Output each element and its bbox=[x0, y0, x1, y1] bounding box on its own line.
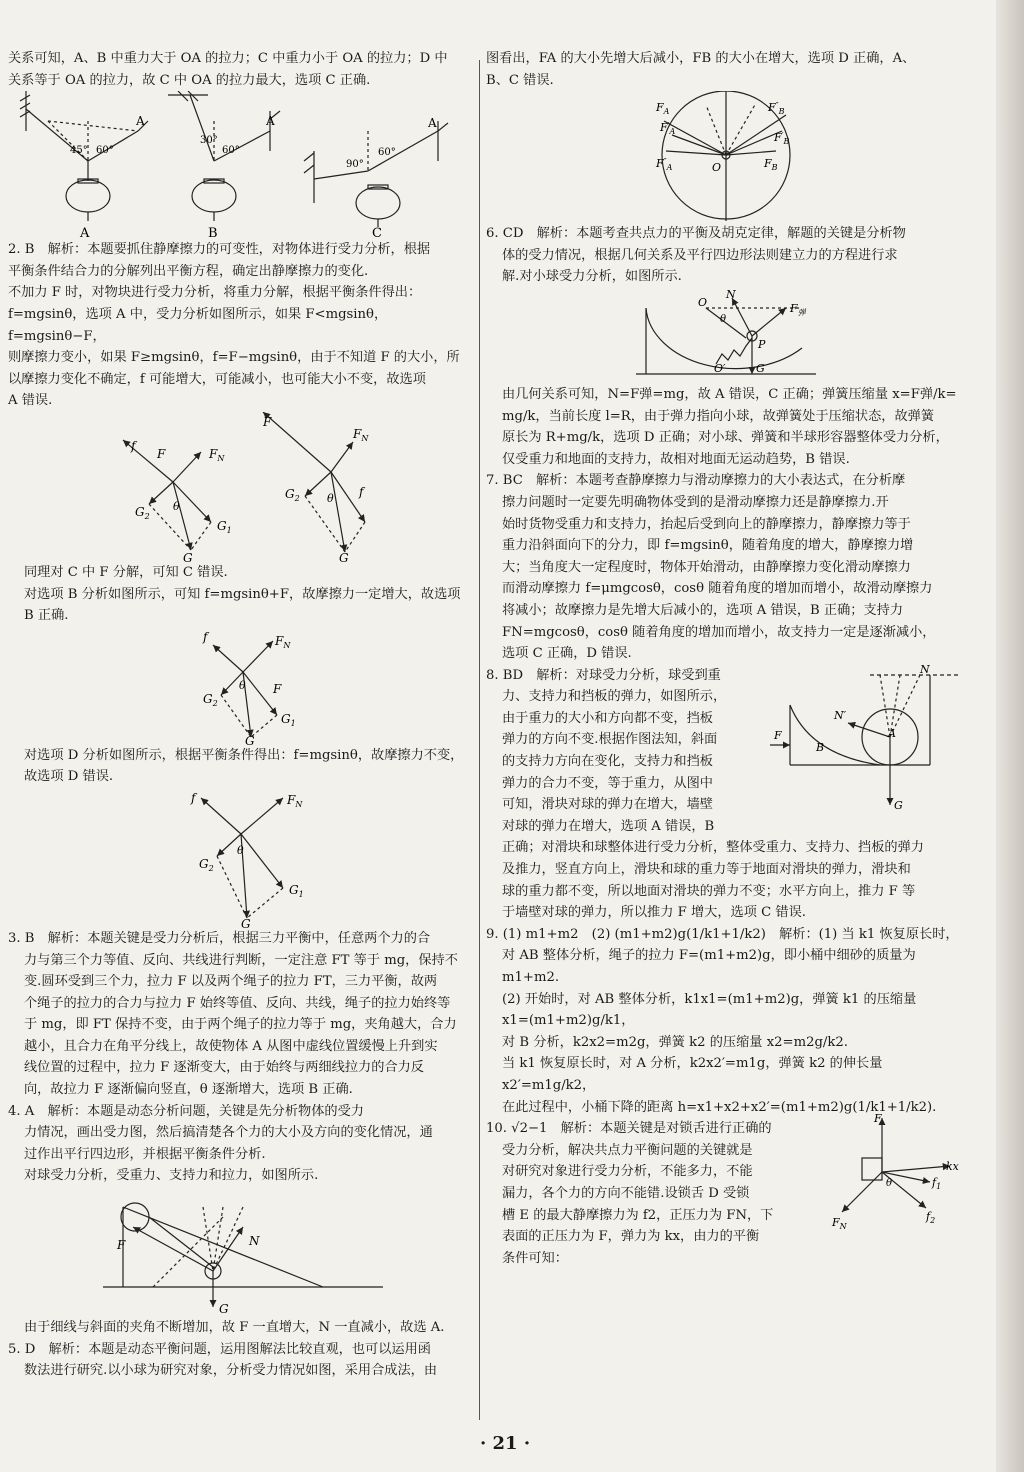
q3-line: 向，故拉力 F 逐渐偏向竖直，θ 逐渐增大，选项 B 正确. bbox=[24, 1082, 353, 1098]
page-edge bbox=[996, 0, 1024, 1472]
q2b-line: 同理对 C 中 F 分解，可知 C 错误. bbox=[24, 564, 228, 580]
force-label-F: F bbox=[117, 1238, 126, 1253]
lantern-point: A bbox=[428, 116, 437, 131]
q7-line: 7. BC 解析：本题考查静摩擦力与滑动摩擦力的大小表达式，在分析摩 bbox=[486, 473, 906, 489]
force-label-G: G bbox=[245, 733, 255, 745]
lantern-point: A bbox=[136, 114, 145, 129]
q2b-line: 对选项 B 分析如图所示，可知 f=mgsinθ+F，故摩擦力一定增大，故选项 bbox=[24, 586, 461, 602]
force-label-f: f bbox=[191, 790, 196, 805]
label-N-prime: N′ bbox=[834, 708, 847, 722]
force-label-f: f bbox=[203, 629, 208, 644]
force-label-F: F bbox=[157, 446, 166, 461]
label-f2: $f_2$ bbox=[926, 1210, 936, 1226]
q8-line: 弹力的方向不变.根据作图法知，斜面 bbox=[502, 732, 718, 748]
q5b-line: B、C 错误. bbox=[486, 72, 554, 88]
q8-line: 可知，滑块对球的弹力在增大，墙壁 bbox=[502, 797, 713, 813]
lantern-angle: 60° bbox=[222, 145, 240, 157]
intro-line: 关系等于 OA 的拉力，故 C 中 OA 的拉力最大，选项 C 正确. bbox=[8, 72, 371, 88]
label-P: P bbox=[758, 337, 766, 351]
force-label-G1: $G_1$ bbox=[217, 518, 232, 535]
label-F: F bbox=[774, 728, 782, 742]
q9-line: 对 B 分析，k2x2=m2g，弹簧 k2 的压缩量 x2=m2g/k2. bbox=[502, 1034, 848, 1050]
lantern-label-a: A bbox=[80, 226, 90, 240]
q3-line: 个绳子的拉力的合力与拉力 F 始终等值、反向、共线，绳子的拉力始终等 bbox=[24, 995, 451, 1011]
lantern-angle: 45° bbox=[70, 145, 88, 157]
label-B: B bbox=[816, 740, 825, 754]
q3-line: 线位置的过程中，拉力 F 逐渐变大，由于始终与两细线拉力的合力反 bbox=[24, 1060, 424, 1076]
q2-force-diagram-b bbox=[143, 627, 343, 745]
q7-line: 选项 C 正确，D 错误. bbox=[502, 646, 632, 662]
q8-line: 力、支持力和挡板的弹力，如图所示， bbox=[502, 689, 727, 705]
force-label-f: f bbox=[359, 484, 364, 499]
q2c-line: 对选项 D 分析如图所示，根据平衡条件得出：f=mgsinθ，故摩擦力不变， bbox=[24, 747, 464, 763]
q10-line: 受力分析，解决共点力平衡问题的关键就是 bbox=[502, 1142, 753, 1158]
label-theta: θ bbox=[886, 1178, 893, 1190]
q8-block bbox=[486, 665, 966, 838]
force-label-FN: $F_N$ bbox=[275, 633, 291, 650]
theta-label: θ bbox=[237, 843, 244, 857]
q8-line: 由于重力的大小和方向都不变，挡板 bbox=[502, 710, 713, 726]
q8-line: 弹力的合力不变，等于重力，从图中 bbox=[502, 775, 713, 791]
q9-line: 当 k1 恢复原长时，对 A 分析，k2x2′=m1g，弹簧 k2 的伸长量 x2′=m1g/k2， bbox=[502, 1056, 883, 1093]
q8b-line: 球的重力都不变，所以地面对滑块的弹力不变；水平方向上，推力 F 等 bbox=[502, 883, 916, 899]
q9-line: 对 AB 整体分析，绳子的拉力 F=(m1+m2)g，即小桶中细砂的质量为 bbox=[502, 948, 916, 964]
q9-line: 在此过程中，小桶下降的距离 h=x1+x2+x2′=(m1+m2)g(1/k1+1/k2). bbox=[502, 1099, 937, 1115]
q6-line: 解.对小球受力分析，如图所示. bbox=[502, 269, 682, 285]
label-FN: $F_N$ bbox=[832, 1216, 847, 1232]
force-label-G1: $G_1$ bbox=[281, 711, 296, 728]
force-label-G1: $G_1$ bbox=[289, 882, 304, 899]
left-column bbox=[8, 48, 478, 1382]
q6b-line: 仅受重力和地面的支持力，故相对地面无运动趋势，B 错误. bbox=[502, 451, 850, 467]
label-N: N bbox=[920, 664, 930, 676]
q6-bowl-figure bbox=[626, 288, 826, 384]
q9-line: x1=(m1+m2)g/k1， bbox=[502, 1013, 635, 1029]
q5-line: 数法进行研究.以小球为研究对象，分析受力情况如图，采用合成法，由 bbox=[24, 1363, 438, 1379]
force-label-FN: $F_N$ bbox=[287, 792, 303, 809]
label-FA-prime: $F'_A$ bbox=[660, 121, 676, 137]
right-column bbox=[486, 48, 966, 1269]
q2-line: 不加力 F 时，对物块进行受力分析，将重力分解，根据平衡条件得出： bbox=[8, 285, 422, 301]
label-theta: θ bbox=[720, 313, 727, 325]
q8b-line: 及推力，竖直方向上，滑块和球的重力等于地面对滑块的弹力，滑块和 bbox=[502, 862, 911, 878]
q7-line: 始时货物受重力和支持力，抬起后受到向上的静摩擦力，静摩擦力等于 bbox=[502, 516, 911, 532]
q3-line: 力与第三个力等值、反向、共线进行判断，一定注意 FT 等于 mg，保持不 bbox=[24, 952, 458, 968]
force-label-f: f bbox=[131, 438, 136, 453]
q2-line: A 错误. bbox=[8, 393, 53, 409]
q10-line: 对研究对象进行受力分析，不能多力，不能 bbox=[502, 1164, 753, 1180]
label-G: G bbox=[756, 361, 765, 375]
q7-line: 将减小；故摩擦力是先增大后减小的，选项 A 错误，B 正确；支持力 bbox=[502, 602, 904, 618]
q8-line: 的支持力方向在变化，支持力和挡板 bbox=[502, 754, 713, 770]
q3-line: 3. B 解析：本题关键是受力分析后，根据三力平衡中，任意两个力的合 bbox=[8, 930, 431, 946]
label-N: N bbox=[726, 287, 736, 301]
q10-line: 漏力，各个力的方向不能错.设锁舌 D 受锁 bbox=[502, 1185, 750, 1201]
force-label-G2: $G_2$ bbox=[199, 856, 214, 873]
theta-label: θ bbox=[327, 491, 334, 505]
q5b-line: 图看出，FA 的大小先增大后减小，FB 的大小在增大，选项 D 正确，A、 bbox=[486, 51, 916, 66]
force-label-N: N bbox=[249, 1234, 260, 1249]
q10-lock-figure bbox=[822, 1112, 962, 1232]
theta-label: θ bbox=[239, 678, 246, 692]
lantern-label-b: B bbox=[208, 226, 218, 240]
column-divider bbox=[479, 60, 480, 1420]
q2b-line: B 正确. bbox=[24, 608, 69, 624]
force-label-F: F bbox=[273, 681, 282, 696]
q10-line: 槽 E 的最大静摩擦力为 f2，正压力为 FN，下 bbox=[502, 1207, 774, 1223]
q7-line: FN=mgcosθ，cosθ 随着角度的增加而增小，故支持力一定是逐渐减小， bbox=[502, 624, 936, 640]
q4-line: 4. A 解析：本题是动态分析问题，关键是先分析物体的受力 bbox=[8, 1103, 364, 1119]
label-A: A bbox=[888, 726, 896, 740]
force-label-G: G bbox=[219, 1302, 229, 1317]
q8-wedge-figure bbox=[770, 665, 960, 815]
q2-line: 平衡条件结合力的分解列出平衡方程，确定出静摩擦力的变化. bbox=[8, 263, 369, 279]
q2-force-diagram-d bbox=[133, 788, 353, 928]
q5-line: 5. D 解析：本题是动态平衡问题，运用图解法比较直观，也可以运用函 bbox=[8, 1341, 431, 1357]
lantern-angle: 60° bbox=[378, 147, 396, 159]
q8-line: 8. BD 解析：对球受力分析，球受到重 bbox=[486, 667, 721, 683]
q6-line: 体的受力情况，根据几何关系及平行四边形法则建立力的方程进行求 bbox=[502, 247, 898, 263]
q7-line: 重力沿斜面向下的分力，即 f=mgsinθ，随着角度的增大，静摩擦力增 bbox=[502, 538, 914, 554]
q8b-line: 于墙壁对球的弹力，所以推力 F 增大，选项 C 错误. bbox=[502, 905, 806, 921]
q4-line: 对球受力分析，受重力、支持力和拉力，如图所示. bbox=[24, 1168, 319, 1184]
q3-line: 变.圆环受到三个力，拉力 F 以及两个绳子的拉力 FT，三力平衡，故两 bbox=[24, 974, 438, 990]
force-label-G2: $G_2$ bbox=[203, 691, 218, 708]
label-O-prime: O′ bbox=[714, 361, 726, 375]
q3-line: 越小，且合力在角平分线上，故使物体 A 从图中虚线位置缓慢上升到实 bbox=[24, 1038, 438, 1054]
force-label-FN: $F_N$ bbox=[353, 426, 369, 443]
theta-label: θ bbox=[173, 499, 180, 513]
q8-line: 对球的弹力在增大，选项 A 错误，B bbox=[502, 818, 715, 834]
q6b-line: mg/k，当前长度 l=R，由于弹力指向小球，故弹簧处于压缩状态，故弹簧 bbox=[502, 408, 935, 424]
force-label-G: G bbox=[339, 550, 349, 562]
lantern-angle: 30° bbox=[200, 135, 218, 147]
force-label-G: G bbox=[183, 550, 193, 562]
q9-line: m1+m2. bbox=[502, 970, 560, 985]
q10-line: 表面的正压力为 F，弹力为 kx，由力的平衡 bbox=[502, 1229, 760, 1245]
label-kx: kx bbox=[946, 1160, 959, 1174]
label-F-spring: $F_弹$ bbox=[790, 301, 806, 317]
force-label-G2: $G_2$ bbox=[135, 504, 150, 521]
label-FB: $F_B$ bbox=[764, 157, 778, 173]
q2c-line: 故选项 D 错误. bbox=[24, 769, 114, 785]
q9-line: 9. (1) m1+m2 (2) (m1+m2)g(1/k1+1/k2) 解析：(1) 当 k1 恢复原长时， bbox=[486, 926, 959, 942]
force-label-G2: $G_2$ bbox=[285, 486, 300, 503]
label-O: O bbox=[712, 161, 722, 175]
q4-line: 力情况，画出受力图，然后搞清楚各个力的大小及方向的变化情况，通 bbox=[24, 1125, 433, 1141]
q7-line: 大；当角度大一定程度时，物体开始滑动，由静摩擦力变化滑动摩擦力 bbox=[502, 559, 911, 575]
q7-line: 而滑动摩擦力 f=μmgcosθ，cosθ 随着角度的增加而增小，故滑动摩擦力 bbox=[502, 581, 933, 597]
q7-line: 擦力问题时一定要先明确物体受到的是滑动摩擦力还是静摩擦力.开 bbox=[502, 494, 889, 510]
lantern-point: A bbox=[266, 114, 275, 129]
q4b-line: 由于细线与斜面的夹角不断增加，故 F 一直增大，N 一直减小，故选 A. bbox=[24, 1320, 445, 1336]
q6b-line: 由几何关系可知，N=F弹=mg，故 A 错误，C 正确；弹簧压缩量 x=F弹/k= bbox=[502, 386, 957, 402]
force-label-F: F bbox=[263, 414, 272, 429]
q2-line: f=mgsinθ，选项 A 中，受力分析如图所示，如果 F<mgsinθ，f=mgsinθ−F， bbox=[8, 306, 388, 344]
force-label-G: G bbox=[241, 916, 251, 928]
lantern-figure bbox=[18, 91, 468, 239]
q10-block bbox=[486, 1112, 966, 1269]
label-O: O bbox=[698, 295, 708, 309]
label-G: G bbox=[894, 798, 903, 812]
q3-line: 于 mg，即 FT 保持不变，由于两个绳子的拉力等于 mg，夹角越大，合力 bbox=[24, 1017, 457, 1033]
lantern-angle: 60° bbox=[96, 145, 114, 157]
label-FA-dprime: $F''_A$ bbox=[656, 157, 673, 173]
label-f1: $f_1$ bbox=[932, 1176, 942, 1192]
q2-force-diagrams-ac bbox=[23, 412, 463, 562]
q2-line: 则摩擦力变小，如果 F≥mgsinθ，f=F−mgsinθ，由于不知道 F 的大小，所 bbox=[8, 350, 460, 366]
q2-line: 2. B 解析：本题要抓住静摩擦力的可变性，对物体进行受力分析，根据 bbox=[8, 242, 431, 258]
lantern-angle: 90° bbox=[346, 159, 364, 171]
q6-line: 6. CD 解析：本题考查共点力的平衡及胡克定律，解题的关键是分析物 bbox=[486, 226, 906, 242]
label-FB-dprime: $F''_B$ bbox=[768, 101, 785, 117]
q9-line: (2) 开始时，对 AB 整体分析，k1x1=(m1+m2)g，弹簧 k1 的压缩量 bbox=[502, 991, 917, 1007]
label-F: F bbox=[874, 1112, 882, 1126]
page-number: · 21 · bbox=[480, 1433, 531, 1454]
lantern-label-c: C bbox=[372, 226, 382, 240]
label-FA: $F_A$ bbox=[656, 101, 670, 117]
q4-line: 过作出平行四边形，并根据平衡条件分析. bbox=[24, 1146, 266, 1162]
q8b-line: 正确；对滑块和球整体进行受力分析，整体受重力、支持力、挡板的弹力 bbox=[502, 840, 924, 856]
q2-line: 以摩擦力变化不确定，f 可能增大，可能减小，也可能大小不变，故选项 bbox=[8, 371, 426, 387]
label-FB-prime: $F'_B$ bbox=[774, 131, 790, 147]
q5-circle-figure bbox=[616, 91, 836, 223]
q6b-line: 原长为 R+mg/k，选项 D 正确；对小球、弹簧和半球形容器整体受力分析， bbox=[502, 430, 949, 446]
q10-line: 条件可知： bbox=[502, 1250, 568, 1266]
force-label-FN: $F_N$ bbox=[209, 446, 225, 463]
q4-incline-figure bbox=[93, 1187, 393, 1317]
intro-line: 关系可知，A、B 中重力大于 OA 的拉力；C 中重力小于 OA 的拉力；D 中 bbox=[8, 51, 448, 66]
q10-line: 10. √2−1 解析：本题关键是对锁舌进行正确的 bbox=[486, 1121, 772, 1137]
